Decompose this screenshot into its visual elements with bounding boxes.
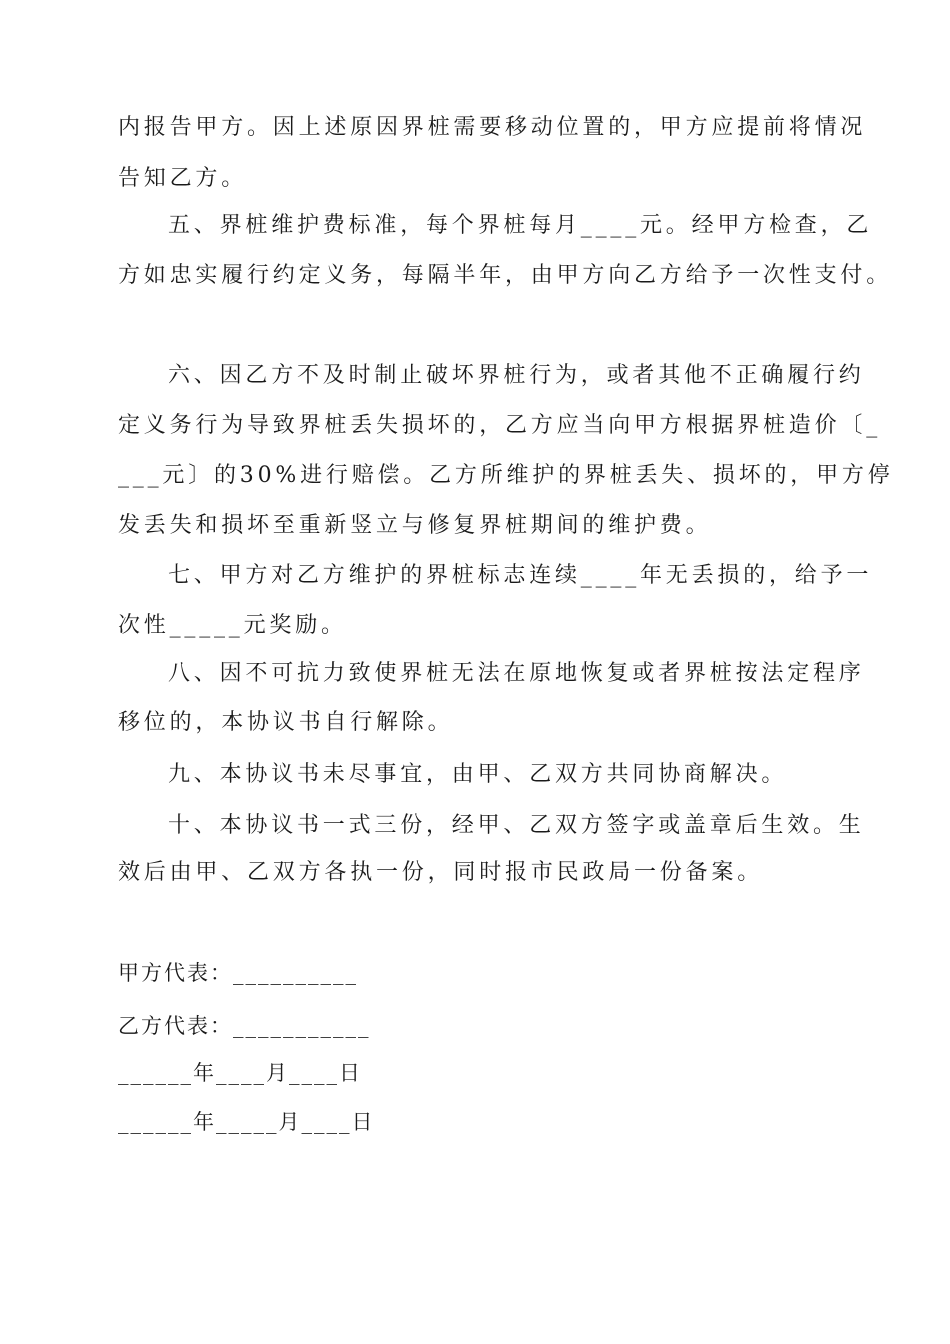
clause-7-line: 次性_____元奖励。 bbox=[118, 613, 347, 638]
clause-8-line: 移位的，本协议书自行解除。 bbox=[118, 710, 454, 735]
clause-6-line: 定义务行为导致界桩丢失损坏的，乙方应当向甲方根据界桩造价〔_ bbox=[118, 413, 882, 438]
clause-6-line: ___元〕的30%进行赔偿。乙方所维护的界桩丢失、损坏的，甲方停 bbox=[118, 463, 894, 488]
clause-5-line: 方如忠实履行约定义务，每隔半年，由甲方向乙方给予一次性支付。 bbox=[118, 263, 893, 288]
clause-9-line: 九、本协议书未尽事宜，由甲、乙双方共同协商解决。 bbox=[168, 762, 788, 787]
clause-10-line: 十、本协议书一式三份，经甲、乙双方签字或盖章后生效。生 bbox=[168, 813, 865, 838]
clause-10-line: 效后由甲、乙双方各执一份，同时报市民政局一份备案。 bbox=[118, 860, 764, 885]
paragraph-line: 告知乙方。 bbox=[118, 166, 248, 191]
date-line-1: ______年____月____日 bbox=[118, 1061, 362, 1085]
party-a-signature-line: 甲方代表：__________ bbox=[118, 961, 358, 985]
date-line-2: ______年_____月____日 bbox=[118, 1110, 375, 1134]
clause-8-line: 八、因不可抗力致使界桩无法在原地恢复或者界桩按法定程序 bbox=[168, 661, 865, 686]
clause-5-line: 五、界桩维护费标准，每个界桩每月____元。经甲方检查，乙 bbox=[168, 213, 873, 238]
clause-7-line: 七、甲方对乙方维护的界桩标志连续____年无丢损的，给予一 bbox=[168, 563, 873, 588]
clause-6-line: 六、因乙方不及时制止破坏界桩行为，或者其他不正确履行约 bbox=[168, 363, 865, 388]
clause-6-line: 发丢失和损坏至重新竖立与修复界桩期间的维护费。 bbox=[118, 513, 712, 538]
paragraph-line: 内报告甲方。因上述原因界桩需要移动位置的，甲方应提前将情况 bbox=[118, 115, 867, 140]
party-b-signature-line: 乙方代表：___________ bbox=[118, 1014, 371, 1038]
